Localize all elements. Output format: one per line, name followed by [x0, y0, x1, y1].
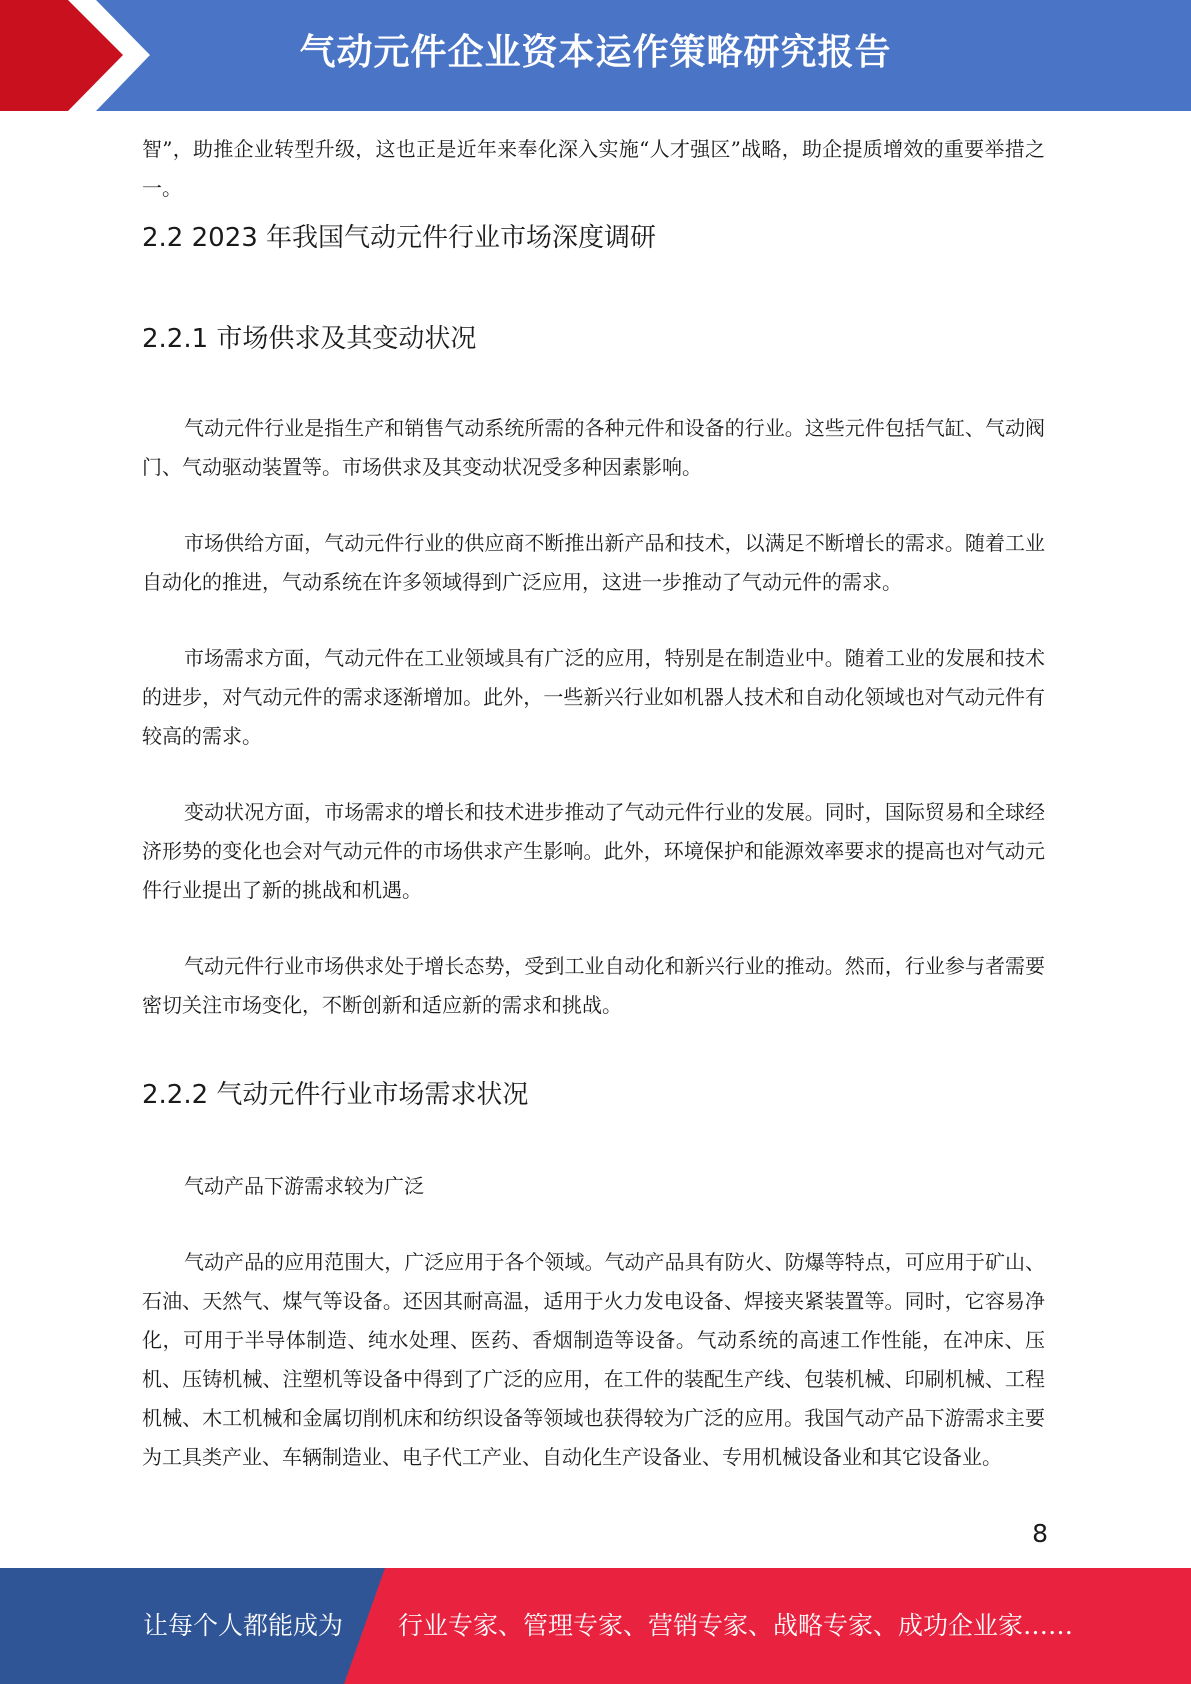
- section-2-2-2-heading: 2.2.2 气动元件行业市场需求状况: [142, 1080, 529, 1110]
- section-2-2-1-paragraph-5: 气动元件行业市场供求处于增长态势，受到工业自动化和新兴行业的推动。然而，行业参与者需要密切关注市场变化，不断创新和适应新的需求和挑战。: [142, 954, 1045, 1017]
- section-2-2-1-paragraph-2: 市场供给方面，气动元件行业的供应商不断推出新产品和技术，以满足不断增长的需求。随着工业自动化的推进，气动系统在许多领域得到广泛应用，这进一步推动了气动元件的需求。: [142, 531, 1045, 594]
- intro-continuation-paragraph: 智”，助推企业转型升级，这也正是近年来奉化深入实施“人才强区”战略，助企提质增效的重要举措之一。: [142, 137, 1045, 200]
- section-2-2-1-paragraph-4: 变动状况方面，市场需求的增长和技术进步推动了气动元件行业的发展。同时，国际贸易和全球经济形势的变化也会对气动元件的市场供求产生影响。此外，环境保护和能源效率要求的提高也对气动元件行业提出了新的挑战和机遇。: [142, 800, 1045, 902]
- section-2-2-heading: 2.2 2023 年我国气动元件行业市场深度调研: [142, 223, 657, 253]
- footer-slogan-left: 让每个人都能成为: [143, 1611, 344, 1640]
- section-2-2-2-paragraph: 气动产品的应用范围大，广泛应用于各个领域。气动产品具有防火、防爆等特点，可应用于矿山、石油、天然气、煤气等设备。还因其耐高温，适用于火力发电设备、焊接夹紧装置等。同时，它容易净化，可用于半导体制造、纯水处理、医药、香烟制造等设备。气动系统的高速工作性能，在冲床、压机、压铸机械、注塑机等设备中得到了广泛的应用，在工件的装配生产线、包装机械、印刷机械、工程机械、木工机械和金属切削机床和纺织设备等领域也获得较为广泛的应用。我国气动产品下游需求主要为工具类产业、车辆制造业、电子代工产业、自动化生产设备业、专用机械设备业和其它设备业。: [142, 1250, 1045, 1469]
- report-title: 气动元件企业资本运作策略研究报告: [299, 32, 892, 73]
- page-number: 8: [1032, 1519, 1048, 1548]
- section-2-2-1-paragraph-1: 气动元件行业是指生产和销售气动系统所需的各种元件和设备的行业。这些元件包括气缸、气动阀门、气动驱动装置等。市场供求及其变动状况受多种因素影响。: [142, 416, 1045, 479]
- header-banner: [0, 0, 1191, 111]
- page-content: [142, 130, 1045, 1477]
- footer-slogan-right: 行业专家、管理专家、营销专家、战略专家、成功企业家……: [398, 1611, 1074, 1640]
- footer-banner: [0, 1568, 1191, 1684]
- section-2-2-1-heading: 2.2.1 市场供求及其变动状况: [142, 324, 477, 354]
- section-2-2-1-paragraph-3: 市场需求方面，气动元件在工业领域具有广泛的应用，特别是在制造业中。随着工业的发展和技术的进步，对气动元件的需求逐渐增加。此外，一些新兴行业如机器人技术和自动化领域也对气动元件有较高的需求。: [142, 646, 1045, 748]
- section-2-2-2-subtitle: 气动产品下游需求较为广泛: [184, 1174, 424, 1198]
- header-arrow-decoration: [0, 0, 150, 111]
